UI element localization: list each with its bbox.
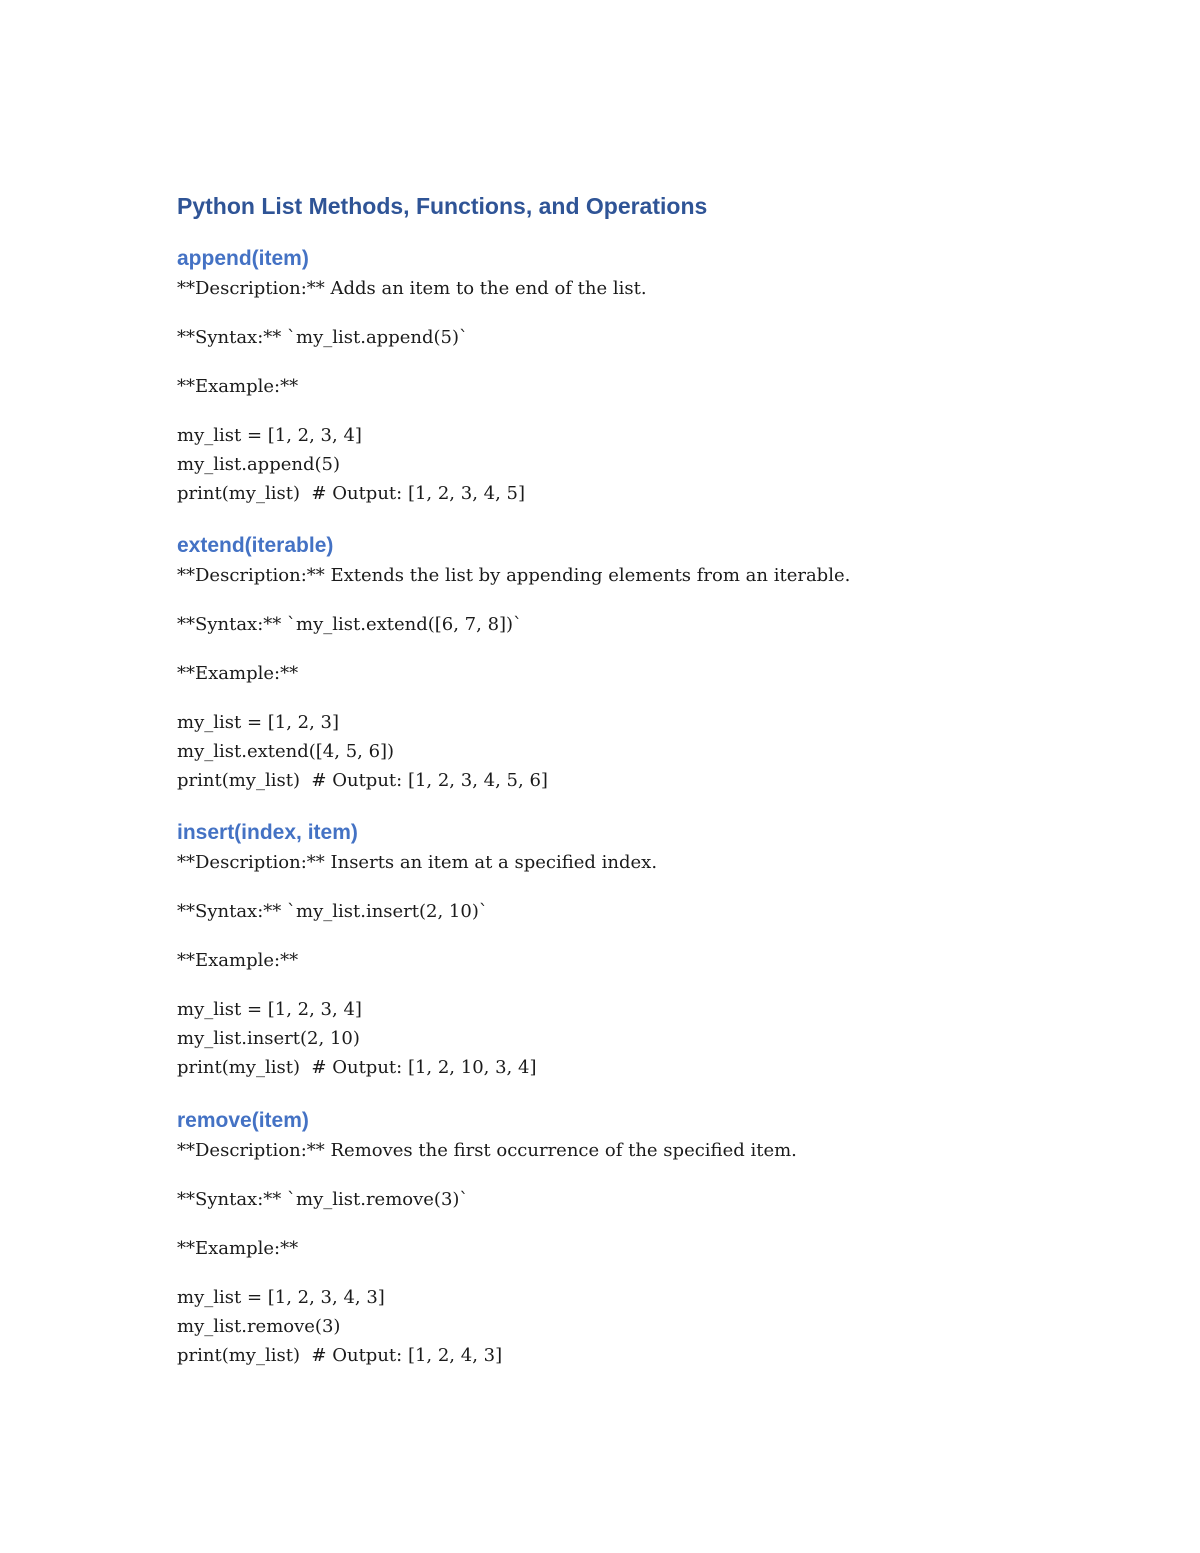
section-remove bbox=[177, 1106, 1077, 1370]
example-label: **Example:** bbox=[177, 663, 299, 684]
code-line: my_list.remove(3) bbox=[177, 1316, 341, 1337]
code-line: print(my_list) # Output: [1, 2, 3, 4, 5] bbox=[177, 483, 526, 504]
description-text: **Description:** Removes the first occurrence of the specified item. bbox=[177, 1140, 797, 1161]
section-heading: extend(iterable) bbox=[177, 534, 334, 557]
description-text: **Description:** Inserts an item at a specified index. bbox=[177, 852, 658, 873]
code-line: my_list = [1, 2, 3, 4, 3] bbox=[177, 1287, 385, 1308]
section-heading: remove(item) bbox=[177, 1109, 309, 1132]
section-append bbox=[177, 244, 1077, 508]
syntax-text: **Syntax:** `my_list.remove(3)` bbox=[177, 1189, 469, 1210]
syntax-text: **Syntax:** `my_list.append(5)` bbox=[177, 327, 468, 348]
code-line: print(my_list) # Output: [1, 2, 4, 3] bbox=[177, 1345, 503, 1366]
code-line: my_list.insert(2, 10) bbox=[177, 1028, 360, 1049]
example-label: **Example:** bbox=[177, 1238, 299, 1259]
code-line: my_list.extend([4, 5, 6]) bbox=[177, 741, 395, 762]
description-text: **Description:** Adds an item to the end of the list. bbox=[177, 278, 647, 299]
code-line: print(my_list) # Output: [1, 2, 10, 3, 4] bbox=[177, 1057, 537, 1078]
code-line: my_list = [1, 2, 3] bbox=[177, 712, 340, 733]
code-line: my_list = [1, 2, 3, 4] bbox=[177, 425, 362, 446]
section-heading: append(item) bbox=[177, 247, 309, 270]
code-line: my_list.append(5) bbox=[177, 454, 340, 475]
syntax-text: **Syntax:** `my_list.insert(2, 10)` bbox=[177, 901, 488, 922]
example-label: **Example:** bbox=[177, 950, 299, 971]
example-label: **Example:** bbox=[177, 376, 299, 397]
code-line: my_list = [1, 2, 3, 4] bbox=[177, 999, 362, 1020]
code-line: print(my_list) # Output: [1, 2, 3, 4, 5, 6] bbox=[177, 770, 548, 791]
document-page bbox=[177, 188, 1077, 1370]
section-insert bbox=[177, 818, 1077, 1082]
description-text: **Description:** Extends the list by appending elements from an iterable. bbox=[177, 565, 851, 586]
syntax-text: **Syntax:** `my_list.extend([6, 7, 8])` bbox=[177, 614, 523, 635]
section-heading: insert(index, item) bbox=[177, 821, 358, 844]
document-title: Python List Methods, Functions, and Operations bbox=[177, 193, 708, 219]
section-extend bbox=[177, 531, 1077, 795]
